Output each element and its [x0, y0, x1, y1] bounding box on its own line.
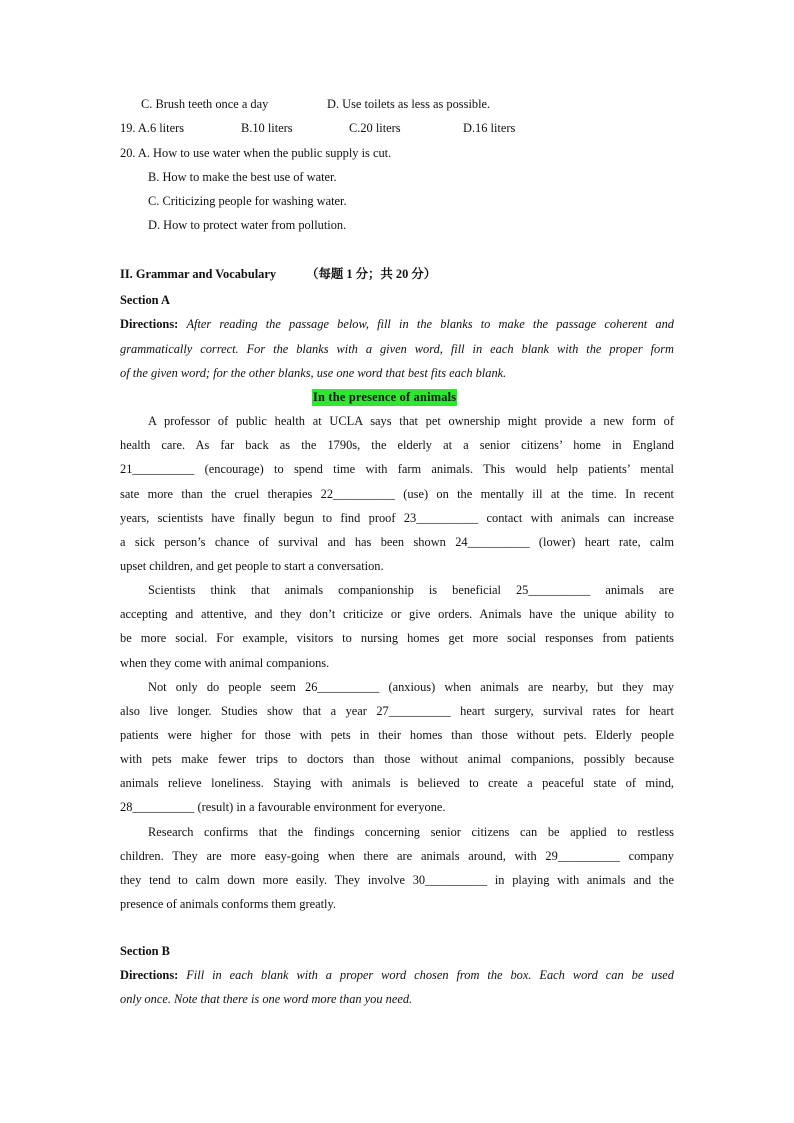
section-a-directions-label: Directions: [120, 317, 179, 331]
section-a-title: Section A [120, 293, 170, 307]
passage-line: children. They are more easy-going when there are animals around, with 29__________ company [120, 849, 674, 863]
passage-line: 21__________ (encourage) to spend time with farm animals. This would help patients’ mental [120, 462, 674, 476]
passage-line: presence of animals conforms them greatly. [120, 897, 336, 911]
passage-line: they tend to calm down more easily. They involve 30__________ in playing with animals and the [120, 873, 674, 887]
passage-line: sate more than the cruel therapies 22__________ (use) on the mentally ill at the time. In recent [120, 487, 674, 501]
passage-line: with pets make fewer trips to doctors than those without animal companions, possibly because [120, 752, 674, 766]
part2-heading [120, 266, 436, 282]
section-a-directions-line-2: grammatically correct. For the blanks with a given word, fill in each blank with the proper form [120, 342, 674, 356]
q20-option-c: C. Criticizing people for washing water. [148, 194, 347, 208]
part2-heading-text: II. Grammar and Vocabulary [120, 267, 277, 281]
passage-line: A professor of public health at UCLA says that pet ownership might provide a new form of [148, 414, 674, 428]
passage-line: Scientists think that animals companionship is beneficial 25__________ animals are [148, 583, 674, 597]
q18-option-d: D. Use toilets as less as possible. [327, 97, 491, 111]
passage-line: patients were higher for those with pets in their homes than those without pets. Elderly people [120, 728, 674, 742]
section-a-directions-text-1: After reading the passage below, fill in the blanks to make the passage coherent and [186, 317, 674, 331]
passage-line: Not only do people seem 26__________ (anxious) when animals are nearby, but they may [148, 680, 674, 694]
passage-line: animals relieve loneliness. Staying with animals is believed to create a peaceful state of mind, [120, 776, 674, 790]
section-b-directions-line-2: only once. Note that there is one word more than you need. [120, 992, 413, 1006]
passage-line: Research confirms that the findings concerning senior citizens can be applied to restless [148, 825, 674, 839]
part2-points: （每题 1 分；共 20 分） [306, 267, 437, 281]
section-b-directions-text-1: Fill in each blank with a proper word chosen from the box. Each word can be used [186, 968, 674, 982]
passage-line: be more social. For example, visitors to nursing homes get more social responses from patients [120, 631, 674, 645]
q20-option-b: B. How to make the best use of water. [148, 170, 337, 184]
q20-option-d: D. How to protect water from pollution. [148, 218, 347, 232]
q19-option-d: D.16 liters [463, 121, 516, 135]
q19-option-b: B.10 liters [241, 121, 293, 135]
passage-line: years, scientists have finally begun to find proof 23__________ contact with animals can increase [120, 511, 674, 525]
passage-line: 28__________ (result) in a favourable environment for everyone. [120, 800, 446, 814]
section-b-title: Section B [120, 944, 170, 958]
section-a-directions-line-3: of the given word; for the other blanks, use one word that best fits each blank. [120, 366, 507, 380]
section-a-directions-line-1 [120, 316, 674, 332]
q19-option-a: 19. A.6 liters [120, 121, 185, 135]
q20-option-a: 20. A. How to use water when the public supply is cut. [120, 146, 392, 160]
passage-line: health care. As far back as the 1790s, the elderly at a senior citizens’ home in England [120, 438, 674, 452]
section-b-directions-line-1 [120, 967, 674, 983]
passage-line: when they come with animal companions. [120, 656, 330, 670]
passage-line: accepting and attentive, and they don’t criticize or give orders. Animals have the unique ability to [120, 607, 674, 621]
section-b-directions-label: Directions: [120, 968, 179, 982]
passage-line: a sick person’s chance of survival and has been shown 24__________ (lower) heart rate, calm [120, 535, 674, 549]
q19-option-c: C.20 liters [349, 121, 401, 135]
passage-title: In the presence of animals [313, 390, 457, 404]
q18-option-c: C. Brush teeth once a day [141, 97, 269, 111]
passage-line: also live longer. Studies show that a year 27__________ heart surgery, survival rates for heart [120, 704, 674, 718]
passage-line: upset children, and get people to start a conversation. [120, 559, 384, 573]
